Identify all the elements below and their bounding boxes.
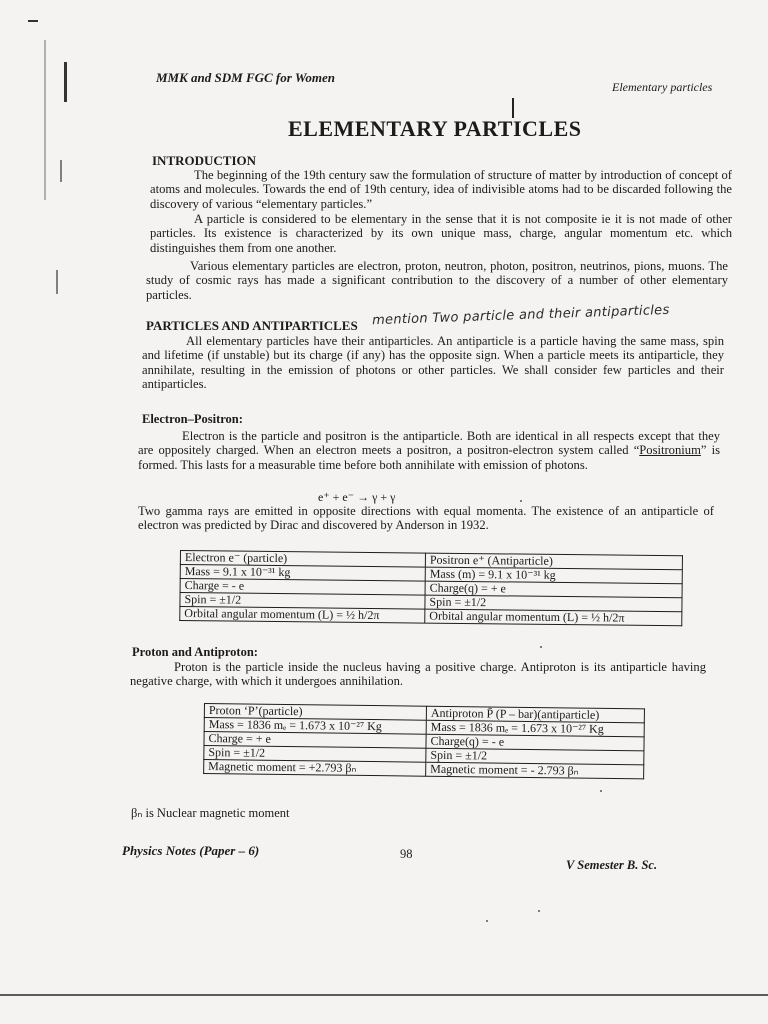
table-row: Charge = + e Charge(q) = - e [204,732,644,751]
binding-mark [56,270,58,294]
handwritten-note: mention Two particle and their antiparticles [371,302,670,329]
electron-positron-paragraph: Electron is the particle and positron is the antiparticle. Both are identical in all respects except that they are oppositely charged. When an electron meets a positron, a positron-electron system called “Positronium” is formed. This lasts for a measurable time before both annihilate with emission of photons. [138,429,720,472]
table-row: Mass = 1836 mₑ = 1.673 x 10⁻²⁷ Kg Mass = 1836 mₑ = 1.673 x 10⁻²⁷ Kg [204,718,644,737]
footer-semester: V Semester B. Sc. [566,858,658,872]
subheading-proton-antiproton: Proton and Antiproton: [132,645,258,659]
header-institution: MMK and SDM FGC for Women [156,70,336,85]
table-row: Proton ‘P’(particle) Antiproton P̄ (P – bar)(antiparticle) [204,704,644,723]
intro-paragraph-2: A particle is considered to be elementary in the sense that it is not composite ie it is not made of other particles. Its existence is characterized by its own unique mass, charge, angular momentum etc. which distinguishes them from one another. [150,212,732,255]
binding-mark [60,160,62,182]
proton-paragraph: Proton is the particle inside the nucleus having a positive charge. Antiproton is its antiparticle having negative charge, with which it undergoes annihilation. [130,660,706,689]
annihilation-equation: e⁺ + e⁻ → γ + γ [318,490,396,504]
footer-course: Physics Notes (Paper – 6) [122,843,260,858]
binding-mark [64,62,67,102]
positronium-term: Positronium [639,443,701,458]
intro-paragraph-3: Various elementary particles are electron, proton, neutron, photon, positron, neutrinos, pions, muons. The study of cosmic rays has made a significant contribution to the discovery of a number of other elementary particles. [146,259,728,302]
table-row: Charge = - e Charge(q) = + e [180,579,682,598]
nuclear-magneton-note: βₙ is Nuclear magnetic moment [131,806,290,820]
scan-edge [0,994,768,996]
binding-mark [44,40,46,200]
table-row: Spin = ±1/2 Spin = ±1/2 [204,746,644,765]
gamma-paragraph: Two gamma rays are emitted in opposite directions with equal momenta. The existence of an antiparticle of electron was predicted by Dirac and discovered by Anderson in 1932. [138,504,714,533]
page-number: 98 [400,847,413,861]
table-row: Magnetic moment = +2.793 βₙ Magnetic moment = - 2.793 βₙ [204,760,644,779]
binding-mark [28,20,38,22]
table-row: Spin = ±1/2 Spin = ±1/2 [180,593,682,612]
pen-mark [512,98,514,118]
proton-antiproton-table [203,703,645,779]
table-row: Mass = 9.1 x 10⁻³¹ kg Mass (m) = 9.1 x 10⁻³¹ kg [180,565,682,584]
section-heading-introduction: INTRODUCTION [152,153,257,168]
table-row: Electron e⁻ (particle) Positron e⁺ (Antiparticle) [180,551,682,570]
table-row: Orbital angular momentum (L) = ½ h/2π Orbital angular momentum (L) = ½ h/2π [180,607,682,626]
subheading-electron-positron: Electron–Positron: [142,412,243,426]
electron-positron-table [179,550,683,626]
section-heading-antiparticles: PARTICLES AND ANTIPARTICLES [146,318,358,333]
page-title: ELEMENTARY PARTICLES [288,116,582,141]
intro-paragraph-1: The beginning of the 19th century saw the formulation of structure of matter by introduction of concept of atoms and molecules. Towards the end of 19th century, idea of indivisible atoms had to be discarded following the discovery of various “elementary particles.” [150,168,732,211]
antiparticles-paragraph: All elementary particles have their antiparticles. An antiparticle is a particle having the same mass, spin and lifetime (if unstable) but its charge (if any) has the opposite sign. When a particle meets its antiparticle, they annihilate, resulting in the emission of photons or other particles. We shall consider few particles and their antiparticles. [142,334,724,392]
header-topic: Elementary particles [612,80,713,94]
